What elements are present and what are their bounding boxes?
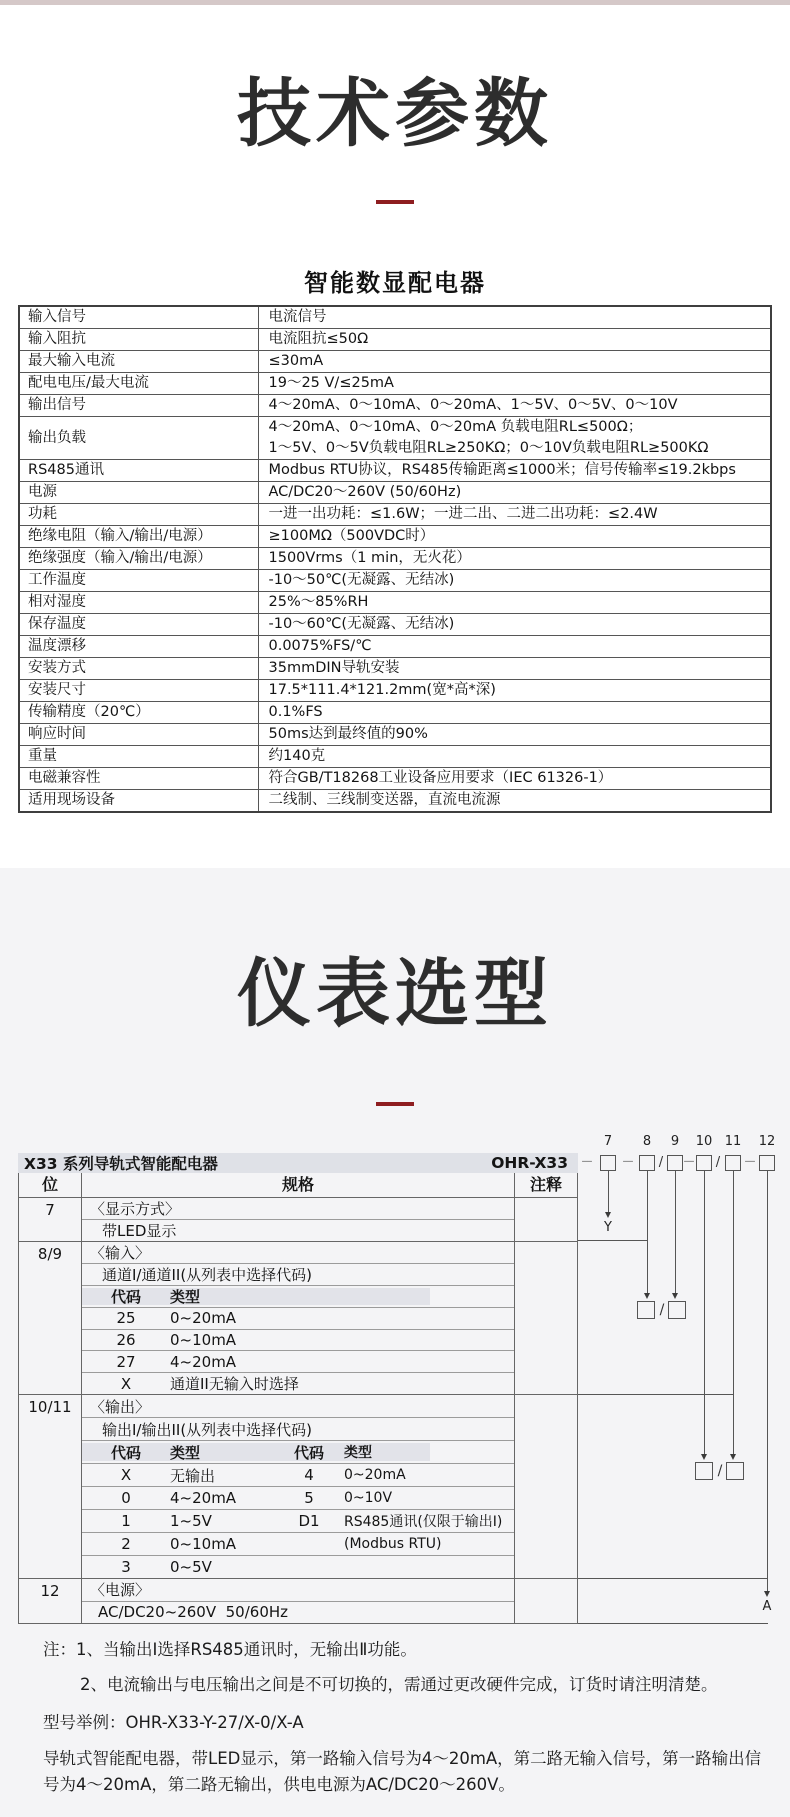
spec-label-cell: 输入阻抗 [19,329,258,351]
code-cell: 代码 [110,1443,141,1462]
spec-table-row [19,460,771,482]
selection-row [82,1487,514,1510]
selection-group [19,1578,577,1623]
selection-grid [18,1173,578,1624]
selection-row [82,1330,514,1352]
spec-label-cell: 绝缘强度（输入/输出/电源） [19,548,258,570]
spec-label-cell: 适用现场设备 [19,790,258,813]
spec-value-line1: 19～25 V/≤25mA [268,375,394,391]
result-label-a: A [762,1599,772,1614]
code-box-7 [600,1155,616,1171]
spec-label-cell: 绝缘电阻（输入/输出/电源） [19,526,258,548]
spec-table-row [19,724,771,746]
spec-value-line1: 17.5*111.4*121.2mm(宽*高*深) [268,682,496,698]
connector-line-89 [578,1240,648,1241]
code-box-11 [725,1155,741,1171]
model-example: 型号举例：OHR-X33-Y-27/X-0/X-A [43,1713,304,1732]
type-cell: 4~20mA [170,1352,237,1371]
note-cell [514,1579,577,1623]
input-pair-slash: / [659,1302,665,1318]
row-text: 〈显示方式〉 [90,1200,181,1218]
spec-value-line2: 1～5V、0～5V负载电阻RL≥250KΩ；0～10V负载电阻RL≥500KΩ [268,440,709,456]
selection-row [82,1373,514,1394]
type-cell: 无输出 [170,1466,216,1485]
row-text: 带LED显示 [102,1222,177,1240]
selection-row [82,1556,514,1578]
arrow-down-11 [730,1454,736,1460]
model-description: 导轨式智能配电器，带LED显示，第一路输入信号为4～20mA，第二路无输入信号，第一路输出信号为4～20mA，第二路无输出，供电电源为AC/DC20～260Ⅴ。 [43,1749,762,1794]
selection-group [19,1198,577,1241]
digit-12: 12 [758,1134,776,1149]
spec-label-cell: 相对湿度 [19,592,258,614]
spec-value-line1: ≥100MΩ（500VDC时） [268,528,435,544]
spec-value-line1: 约140克 [268,748,326,764]
leader-line-10 [704,1171,705,1454]
spec-value-cell [258,636,771,658]
group-rows [82,1395,514,1578]
type-cell: 0~5V [170,1558,212,1576]
sep-dash-3: － [682,1155,696,1170]
spec-label-cell: 工作温度 [19,570,258,592]
selection-row [82,1510,514,1533]
spec-table-row [19,702,771,724]
selection-title: 仪表选型 [237,951,553,1037]
spec-value-cell [258,329,771,351]
input-code-box-1 [637,1301,655,1319]
arrow-down-9 [672,1293,678,1299]
leader-line-8 [647,1171,648,1293]
spec-value-cell [258,658,771,680]
connector-line-1011 [578,1394,734,1395]
spec-label-cell: 输入信号 [19,306,258,329]
digit-9: 9 [670,1134,680,1149]
position-cell: 7 [19,1198,82,1241]
sep-slash-2: / [715,1155,721,1170]
position-cell: 8/9 [19,1242,82,1394]
leader-line-11 [733,1171,734,1454]
spec-value-line1: Modbus RTU协议，RS485传输距离≤1000米；信号传输率≤19.2kbps [268,462,736,478]
spec-label-cell: 功耗 [19,504,258,526]
input-code-box-2 [668,1301,686,1319]
spec-label-cell: 电源 [19,482,258,504]
spec-value-cell [258,351,771,373]
spec-value-line1: 电流信号 [268,309,327,325]
arrow-down-10 [701,1454,707,1460]
spec-table-row [19,746,771,768]
code-box-8 [639,1155,655,1171]
code-cell: 26 [116,1331,136,1349]
row-text: AC/DC20~260V 50/60Hz [98,1603,289,1622]
code-cell: 0 [121,1489,131,1507]
spec-value-line1: 0.1%FS [268,704,323,720]
group-rows [82,1579,514,1623]
spec-value-line1: 二线制、三线制变送器，直流电流源 [268,792,501,808]
sep-dash-4: － [743,1155,757,1170]
spec-value-line1: -10～50℃(无凝露、无结冰) [268,572,455,588]
code2-cell: 5 [304,1489,314,1507]
selection-row [82,1441,514,1464]
selection-row [82,1395,514,1418]
output-pair-slash: / [717,1463,723,1479]
position-cell: 12 [19,1579,82,1623]
selection-row [82,1602,514,1624]
column-header-note: 注释 [514,1173,577,1197]
selection-row [82,1220,514,1241]
group-rows [82,1198,514,1241]
type-cell: 4~20mA [170,1489,237,1507]
selection-row [82,1533,514,1556]
type2-cell: 0~10V [344,1490,393,1506]
column-header-spec: 规格 [281,1175,314,1194]
spec-value-cell [258,768,771,790]
sep-slash-1: / [658,1155,664,1170]
selection-row [82,1418,514,1441]
spec-table-row [19,614,771,636]
row-text: 〈输入〉 [90,1244,151,1262]
connector-line-bottom [578,1623,768,1624]
type-cell: 0~10mA [170,1535,237,1553]
spec-value-cell [258,724,771,746]
spec-table-row [19,417,771,460]
spec-value-line1: 0.0075%FS/℃ [268,638,372,654]
spec-label-cell: 重量 [19,746,258,768]
red-dash-divider [376,200,414,204]
spec-value-line1: 35mmDIN导轨安装 [268,660,400,676]
digit-11: 11 [724,1134,742,1149]
spec-table-row [19,329,771,351]
selection-row [82,1242,514,1264]
selection-groups [19,1198,577,1623]
code-cell: X [120,1466,132,1484]
tech-spec-table [18,305,772,813]
selection-row [82,1198,514,1220]
row-text: 通道I/通道II(从列表中选择代码) [102,1266,313,1284]
position-cell: 10/11 [19,1395,82,1578]
code2-cell: 代码 [293,1443,324,1462]
selection-group [19,1241,577,1394]
spec-table-row [19,526,771,548]
type-cell: 类型 [170,1443,201,1462]
code-cell: 3 [121,1558,131,1576]
spec-value-line1: ≤30mA [268,353,324,369]
selection-group [19,1394,577,1578]
spec-value-cell [258,702,771,724]
column-header-pos: 位 [19,1173,82,1197]
code-cell: 25 [116,1309,136,1328]
spec-table-row [19,395,771,417]
spec-table-row [19,592,771,614]
selection-row [82,1579,514,1602]
spec-table-row [19,373,771,395]
output-code-box-1 [695,1462,713,1480]
leader-line-7 [608,1171,609,1212]
ordering-notes [43,1636,769,1797]
spec-table-row [19,790,771,813]
code-cell: X [120,1374,132,1393]
top-accent-strip [0,0,790,5]
note-line-1: 注：1、当输出Ⅰ选择RS485通讯时，无输出Ⅱ功能。 [43,1640,417,1659]
selection-table-header [18,1153,578,1173]
connector-line-12 [578,1578,768,1579]
spec-label-cell: 保存温度 [19,614,258,636]
spec-value-cell [258,526,771,548]
digit-10: 10 [695,1134,713,1149]
arrow-down-8 [644,1293,650,1299]
spec-value-cell [258,592,771,614]
note-line-2: 2、电流输出与电压输出之间是不可切换的，需通过更改硬件完成，订货时请注明清楚。 [80,1675,718,1694]
sep-dash-2: － [621,1155,635,1170]
series-title: X33 系列导轨式智能配电器 [24,1155,218,1173]
result-label-y: Y [604,1220,612,1235]
spec-value-line1: 25%～85%RH [268,594,369,610]
type-cell: 1~5V [170,1512,212,1530]
group-rows [82,1242,514,1394]
code-cell: 2 [121,1535,131,1553]
spec-label-cell: 配电电压/最大电流 [19,373,258,395]
code-cell: 27 [116,1352,136,1371]
output-code-box-2 [726,1462,744,1480]
spec-value-line1: 50ms达到最终值的90% [268,726,428,742]
note-cell [514,1395,577,1578]
spec-value-cell [258,570,771,592]
type-cell: 类型 [170,1288,201,1306]
code-box-12 [759,1155,775,1171]
spec-table-body [19,306,771,812]
row-text: 输出I/输出II(从列表中选择代码) [102,1420,313,1439]
selection-row [82,1286,514,1308]
spec-value-line1: -10～60℃(无凝露、无结冰) [268,616,455,632]
spec-label-cell: 安装方式 [19,658,258,680]
note-cell [514,1198,577,1241]
spec-label-cell: RS485通讯 [19,460,258,482]
arrow-down-7 [605,1212,611,1218]
spec-table-row [19,351,771,373]
spec-label-cell: 温度漂移 [19,636,258,658]
spec-value-cell [258,746,771,768]
spec-table-row [19,570,771,592]
code-cell: 1 [121,1512,131,1530]
spec-table-row [19,768,771,790]
leader-line-9 [675,1171,676,1293]
code-cell: 代码 [110,1288,141,1306]
arrow-down-12 [764,1591,770,1597]
type2-cell: RS485通讯(仅限于输出Ⅰ) [344,1514,503,1530]
note-cell [514,1242,577,1394]
code-box-9 [667,1155,683,1171]
code-box-10 [696,1155,712,1171]
spec-value-cell [258,504,771,526]
selection-row [82,1264,514,1286]
spec-value-cell [258,482,771,504]
spec-label-cell: 传输精度（20℃） [19,702,258,724]
spec-value-cell [258,417,771,460]
type2-cell: 类型 [344,1445,372,1461]
spec-value-cell [258,306,771,329]
spec-table-row [19,636,771,658]
spec-table-row [19,482,771,504]
type-cell: 通道II无输入时选择 [170,1375,299,1394]
type2-cell: (Modbus RTU) [344,1536,442,1552]
spec-table-row [19,658,771,680]
spec-value-line1: 一进一出功耗：≤1.6W；一进二出、二进二出功耗：≤2.4W [268,506,658,522]
selection-row [82,1351,514,1373]
type-cell: 0~10mA [170,1331,237,1349]
row-text: 〈电源〉 [90,1581,151,1600]
model-prefix: OHR-X33 [491,1154,568,1172]
spec-value-line1: 4～20mA、0～10mA、0～20mA 负载电阻RL≤500Ω； [268,419,643,435]
spec-table-row [19,306,771,329]
row-text: 〈输出〉 [90,1397,151,1416]
red-dash-divider-2 [376,1102,414,1106]
spec-value-cell [258,548,771,570]
spec-value-cell [258,373,771,395]
spec-table-subtitle: 智能数显配电器 [304,269,486,297]
code2-cell: 4 [304,1466,314,1484]
tech-params-title: 技术参数 [237,71,553,157]
spec-value-line1: 4～20mA、0～10mA、0～20mA、1～5V、0～5V、0～10V [268,397,678,413]
spec-value-cell [258,614,771,636]
sep-dash-1: － [580,1155,594,1170]
instrument-selection-section [0,868,790,1817]
spec-label-cell: 响应时间 [19,724,258,746]
spec-table-row [19,548,771,570]
spec-value-cell [258,460,771,482]
spec-label-cell: 输出负载 [19,417,258,460]
digit-8: 8 [642,1134,652,1149]
spec-label-cell: 安装尺寸 [19,680,258,702]
spec-table-row [19,504,771,526]
spec-value-cell [258,790,771,813]
digit-7: 7 [603,1134,613,1149]
spec-label-cell: 电磁兼容性 [19,768,258,790]
code2-cell: D1 [298,1512,320,1530]
spec-value-cell [258,680,771,702]
selection-row [82,1464,514,1487]
spec-value-line1: 1500Vrms（1 min，无火花） [268,550,471,566]
spec-value-cell [258,395,771,417]
type-cell: 0~20mA [170,1309,237,1328]
spec-value-line1: 电流阻抗≤50Ω [268,331,369,347]
spec-table-row [19,680,771,702]
type2-cell: 0~20mA [344,1467,406,1483]
spec-label-cell: 输出信号 [19,395,258,417]
model-selection-table [18,1153,578,1624]
selection-row [82,1308,514,1330]
selection-column-headers [19,1173,577,1198]
spec-value-line1: AC/DC20～260V (50/60Hz) [268,484,462,500]
spec-value-line1: 符合GB/T18268工业设备应用要求（IEC 61326-1） [268,770,613,786]
leader-line-12 [767,1171,768,1591]
spec-label-cell: 最大输入电流 [19,351,258,373]
